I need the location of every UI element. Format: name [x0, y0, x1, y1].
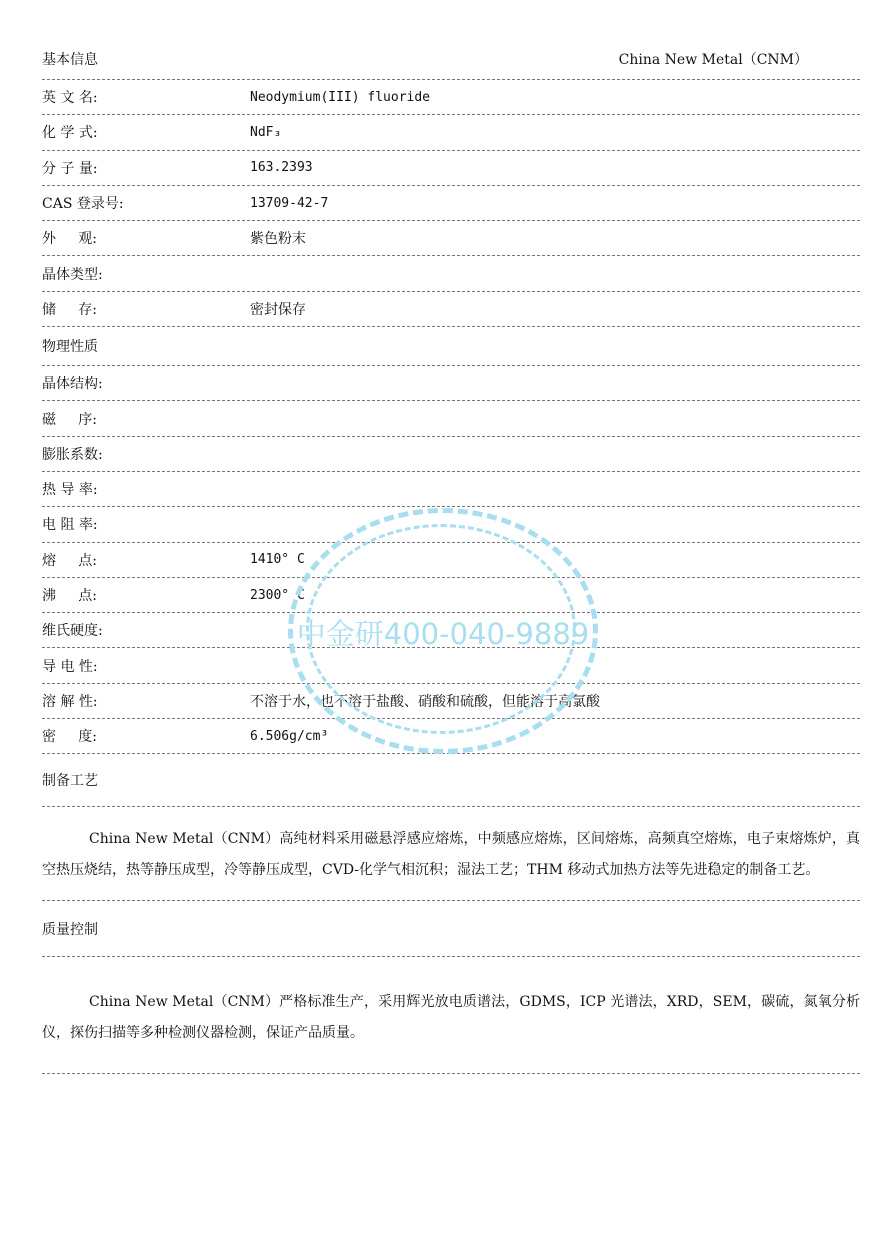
property-label: 分 子 量:: [42, 160, 98, 177]
property-label: 储 存:: [42, 301, 97, 318]
property-row: [42, 437, 860, 472]
section-title-process: 制备工艺: [42, 773, 98, 790]
property-label: 化 学 式:: [42, 125, 98, 142]
property-row: [42, 543, 860, 578]
property-value: 163.2393: [250, 160, 313, 176]
property-value: 1410° C: [250, 552, 305, 568]
property-value: 不溶于水，也不溶于盐酸、硝酸和硫酸，但能溶于高氯酸: [250, 693, 600, 710]
property-row: [42, 684, 860, 719]
section-title-basic: 基本信息: [42, 52, 98, 68]
property-label: 磁 序:: [42, 411, 97, 428]
watermark-text: 中金研400-040-9889: [296, 617, 590, 651]
property-row: [42, 292, 860, 327]
property-label: 膨胀系数:: [42, 446, 103, 463]
property-row: [42, 613, 860, 648]
property-row: [42, 151, 860, 186]
property-row: [42, 256, 860, 291]
property-value: 6.506g/cm³: [250, 728, 329, 744]
property-value: 密封保存: [250, 301, 306, 318]
property-label: 导 电 性:: [42, 658, 98, 675]
property-value: 紫色粉末: [250, 231, 306, 248]
property-row: [42, 401, 860, 436]
property-row: [42, 719, 860, 754]
property-label: 晶体类型:: [42, 266, 103, 283]
property-label: CAS 登录号:: [42, 196, 124, 213]
property-label: 晶体结构:: [42, 376, 103, 393]
property-label: 溶 解 性:: [42, 693, 98, 710]
property-label: 英 文 名:: [42, 90, 98, 107]
property-row: [42, 80, 860, 115]
physical-properties-table: [42, 366, 860, 754]
header-row: [42, 0, 860, 80]
property-row: [42, 186, 860, 221]
company-name: China New Metal（CNM）: [618, 52, 808, 68]
property-row: [42, 115, 860, 150]
property-label: 沸 点:: [42, 588, 97, 604]
property-value: 13709-42-7: [250, 195, 329, 211]
section-title-quality: 质量控制: [42, 921, 98, 938]
basic-info-table: [42, 80, 860, 327]
property-row: [42, 366, 860, 401]
property-label: 熔 点:: [42, 552, 97, 569]
property-row: [42, 472, 860, 507]
property-label: 维氏硬度:: [42, 623, 103, 640]
property-value: NdF₃: [250, 124, 282, 140]
property-row: [42, 221, 860, 256]
spec-sheet: [42, 0, 860, 1074]
property-row: [42, 507, 860, 542]
property-value: 2300° C: [250, 587, 305, 603]
quality-section-heading: [42, 901, 860, 957]
property-label: 电 阻 率:: [42, 517, 98, 534]
property-label: 密 度:: [42, 729, 97, 746]
quality-paragraph: China New Metal（CNM）严格标准生产，采用辉光放电质谱法，GDMS，ICP 光谱法，XRD，SEM，碳硫，氮氧分析仪，探伤扫描等多种检测仪器检测，保证产品质量。: [42, 957, 860, 1074]
section-title-physical: 物理性质: [42, 339, 98, 356]
property-label: 热 导 率:: [42, 482, 98, 499]
physical-section-heading: [42, 327, 860, 366]
property-value: Neodymium(III) fluoride: [250, 89, 431, 105]
property-label: 外 观:: [42, 231, 97, 248]
property-row: [42, 578, 860, 613]
process-section-heading: [42, 754, 860, 807]
process-paragraph: China New Metal（CNM）高纯材料采用磁悬浮感应熔炼，中频感应熔炼，区间熔炼，高频真空熔炼，电子束熔炼炉，真空热压烧结，热等静压成型，冷等静压成型，CVD-化学气相沉积；湿法工艺；THM 移动式加热方法等先进稳定的制备工艺。: [42, 807, 860, 901]
property-row: [42, 648, 860, 683]
